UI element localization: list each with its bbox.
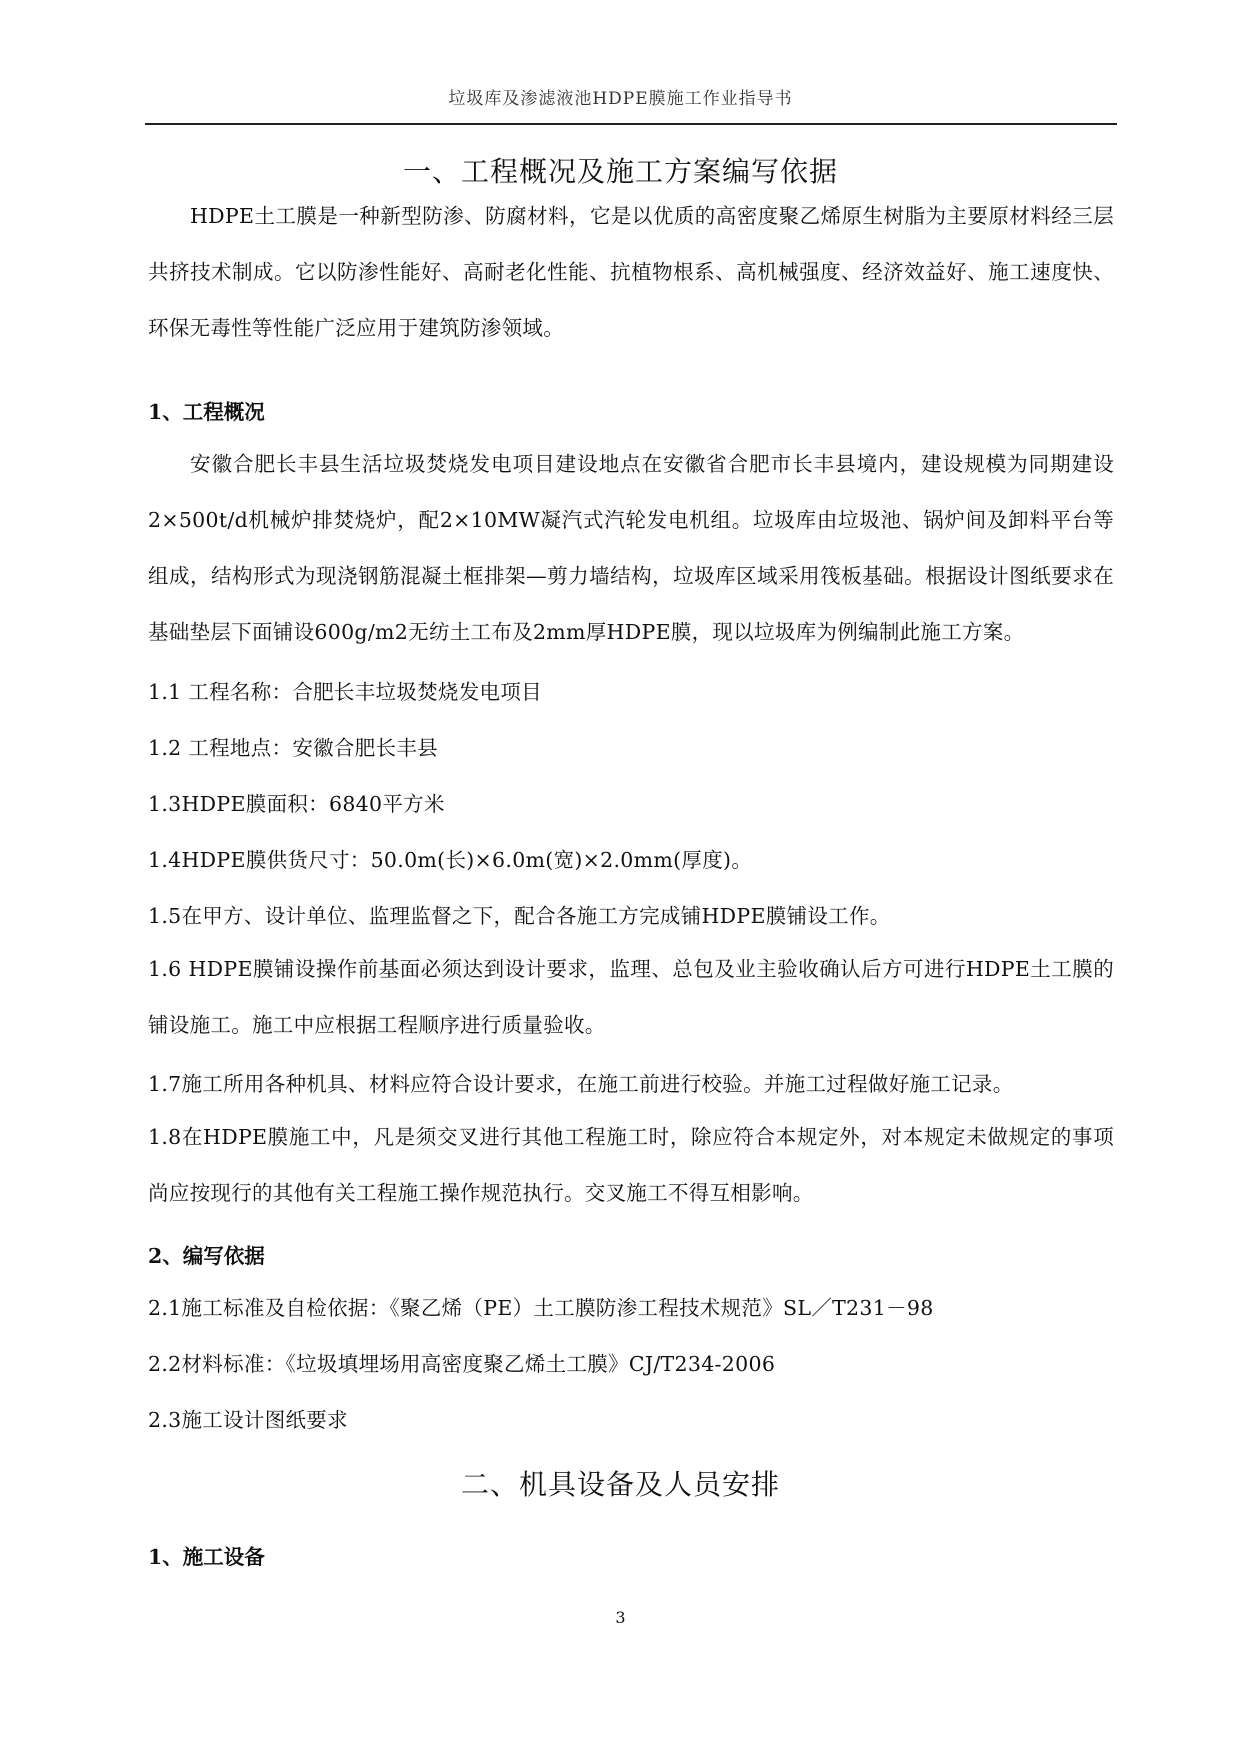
basis-item: 2.1施工标准及自检依据：《聚乙烯（PE）土工膜防渗工程技术规范》SL／T231－98: [148, 1296, 934, 1320]
overview-item: 1.2 工程地点：安徽合肥长丰县: [148, 736, 438, 760]
overview-item: 1.5在甲方、设计单位、监理监督之下，配合各施工方完成铺HDPE膜铺设工作。: [148, 904, 891, 928]
overview-item: 1.8在HDPE膜施工中，凡是须交叉进行其他工程施工时，除应符合本规定外，对本规定未做规定的事项尚应按现行的其他有关工程施工操作规范执行。交叉施工不得互相影响。: [148, 1125, 1114, 1205]
intro-paragraph: HDPE土工膜是一种新型防渗、防腐材料，它是以优质的高密度聚乙烯原生树脂为主要原材料经三层共挤技术制成。它以防渗性能好、高耐老化性能、抗植物根系、高机械强度、经济效益好、施工速度快、环保无毒性等性能广泛应用于建筑防渗领域。: [148, 204, 1114, 340]
subsection-heading-overview: 1、工程概况: [148, 400, 265, 424]
basis-item: 2.2材料标准：《垃圾填埋场用高密度聚乙烯土工膜》CJ/T234-2006: [148, 1352, 776, 1376]
overview-item: 1.3HDPE膜面积：6840平方米: [148, 792, 445, 816]
header-rule: [145, 123, 1117, 125]
overview-item: 1.1 工程名称：合肥长丰垃圾焚烧发电项目: [148, 680, 542, 704]
subsection-heading-basis: 2、编写依据: [148, 1244, 265, 1268]
overview-paragraph: 安徽合肥长丰县生活垃圾焚烧发电项目建设地点在安徽省合肥市长丰县境内，建设规模为同期建设2×500t/d机械炉排焚烧炉，配2×10MW凝汽式汽轮发电机组。垃圾库由垃圾池、锅炉间及卸料平台等组成，结构形式为现浇钢筋混凝土框排架—剪力墙结构，垃圾库区域采用筏板基础。根据设计图纸要求在基础垫层下面铺设600g/m2无纺土工布及2mm厚HDPE膜，现以垃圾库为例编制此施工方案。: [148, 452, 1114, 644]
basis-item: 2.3施工设计图纸要求: [148, 1408, 348, 1432]
overview-item: 1.7施工所用各种机具、材料应符合设计要求，在施工前进行校验。并施工过程做好施工记录。: [148, 1072, 1014, 1096]
subsection-heading-equipment: 1、施工设备: [148, 1545, 265, 1569]
section-heading-2: 二、机具设备及人员安排: [460, 1468, 780, 1501]
overview-item: 1.4HDPE膜供货尺寸：50.0m(长)×6.0m(宽)×2.0mm(厚度)。: [148, 848, 753, 872]
page-number: 3: [615, 1608, 626, 1627]
running-header: 垃圾库及渗滤液池HDPE膜施工作业指导书: [448, 89, 793, 109]
section-heading-1: 一、工程概况及施工方案编写依据: [402, 155, 838, 188]
overview-item: 1.6 HDPE膜铺设操作前基面必须达到设计要求，监理、总包及业主验收确认后方可进行HDPE土工膜的铺设施工。施工中应根据工程顺序进行质量验收。: [148, 957, 1114, 1037]
